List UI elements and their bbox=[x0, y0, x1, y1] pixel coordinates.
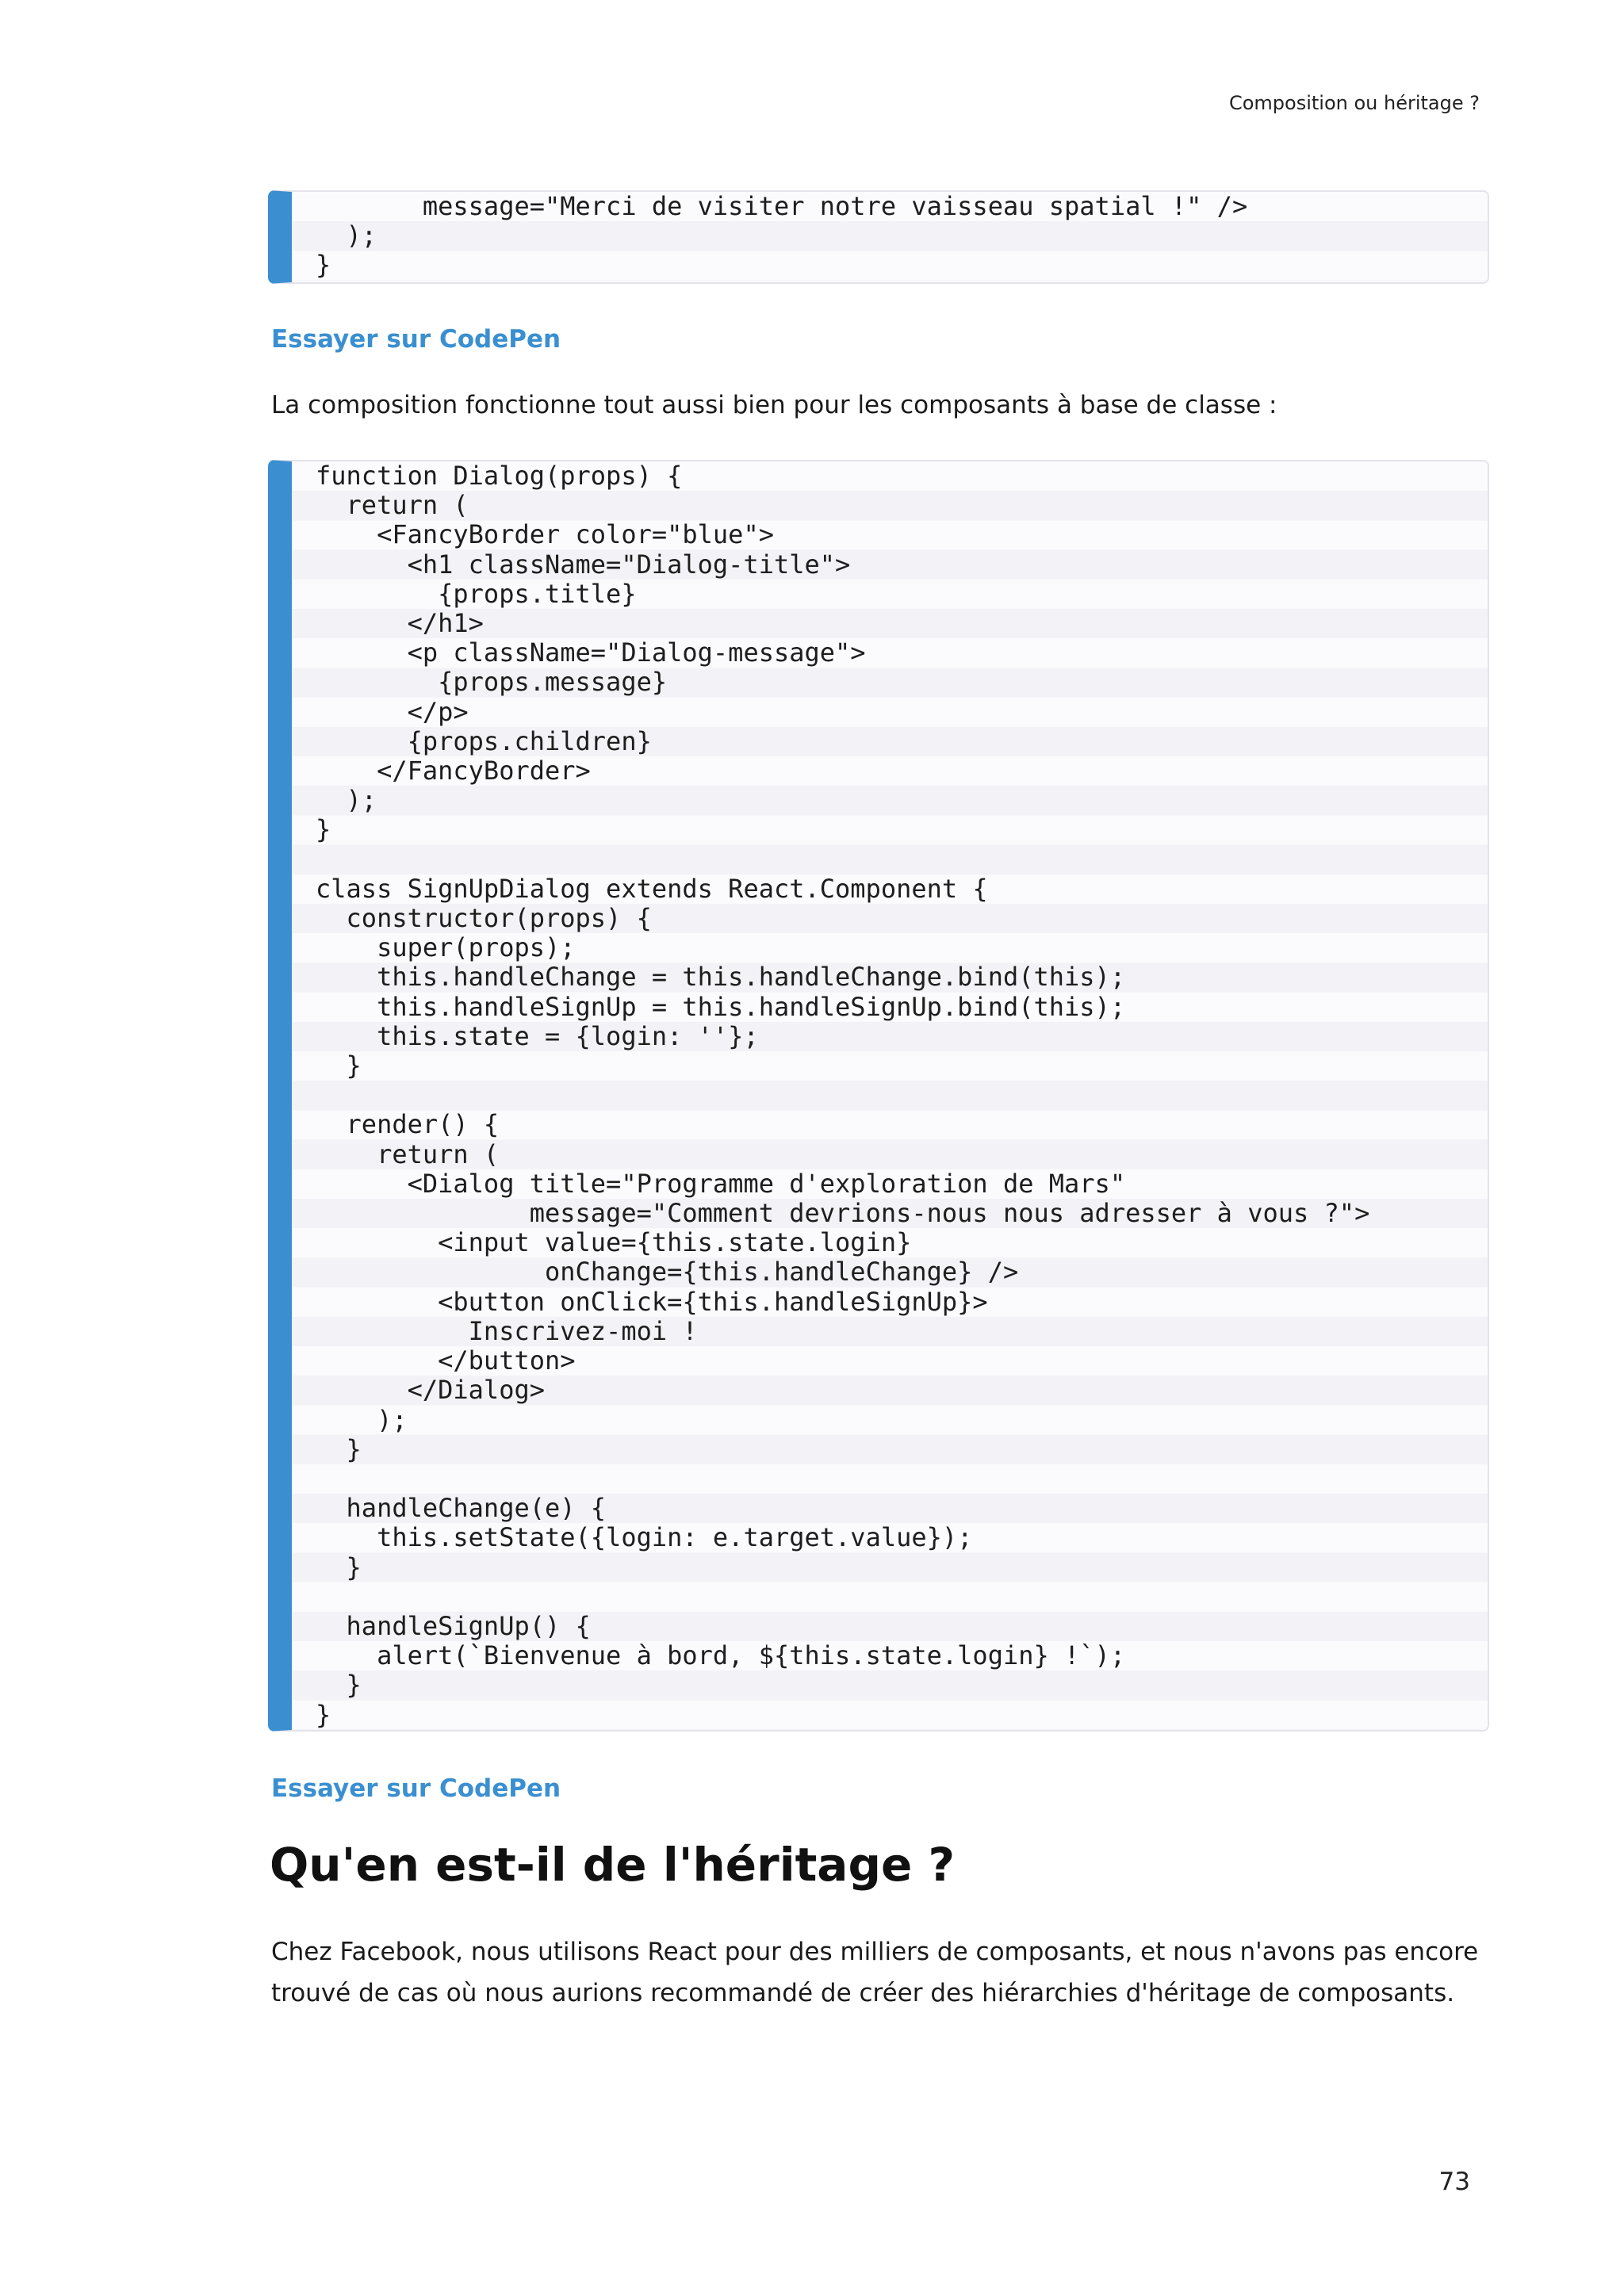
section-heading: Qu'en est-il de l'héritage ? bbox=[270, 1838, 956, 1892]
code-block-signup-dialog bbox=[268, 460, 1489, 1732]
running-header: Composition ou héritage ? bbox=[1228, 92, 1480, 114]
codepen-link[interactable]: Essayer sur CodePen bbox=[271, 325, 561, 354]
intro-paragraph: La composition fonctionne tout aussi bien pour les composants à base de classe : bbox=[271, 391, 1277, 419]
code-block-dialog-end bbox=[268, 190, 1489, 284]
code-text: message="Merci de visiter notre vaisseau spatial !" /> ); } bbox=[292, 192, 1488, 281]
section-paragraph: Chez Facebook, nous utilisons React pour des milliers de composants, et nous n'avons pas encore trouvé de cas où nous aurions recommandé de créer des hiérarchies d'héritage de composants. bbox=[271, 1938, 1479, 2007]
codepen-link[interactable]: Essayer sur CodePen bbox=[271, 1774, 561, 1803]
code-text: function Dialog(props) { return ( <FancyBorder color="blue"> <h1 className="Dialog-title"> {props.title} </h1> <p className="Dialog-message"> {props.message} </p> {props.children} </FancyBorder> ); } class SignUpDialog extends React.Component { constructor(props) { super(props); this.handleChange = this.handleChange.bind(this); this.handleSignUp = this.handleSignUp.bind(this); this.state = {login: ''}; } render() { return ( <Dialog title="Programme d'exploration de Mars" message="Comment devrions-nous nous adresser à vous ?"> <input value={this.state.login} onChange={this.handleChange} /> <button onClick={this.handleSignUp}> Inscrivez-moi ! </button> </Dialog> ); } handleChange(e) { this.setState({login: e.target.value}); } handleSignUp() { alert(`Bienvenue à bord, ${this.state.login} !`); } } bbox=[292, 461, 1488, 1730]
page-number: 73 bbox=[1438, 2168, 1470, 2196]
